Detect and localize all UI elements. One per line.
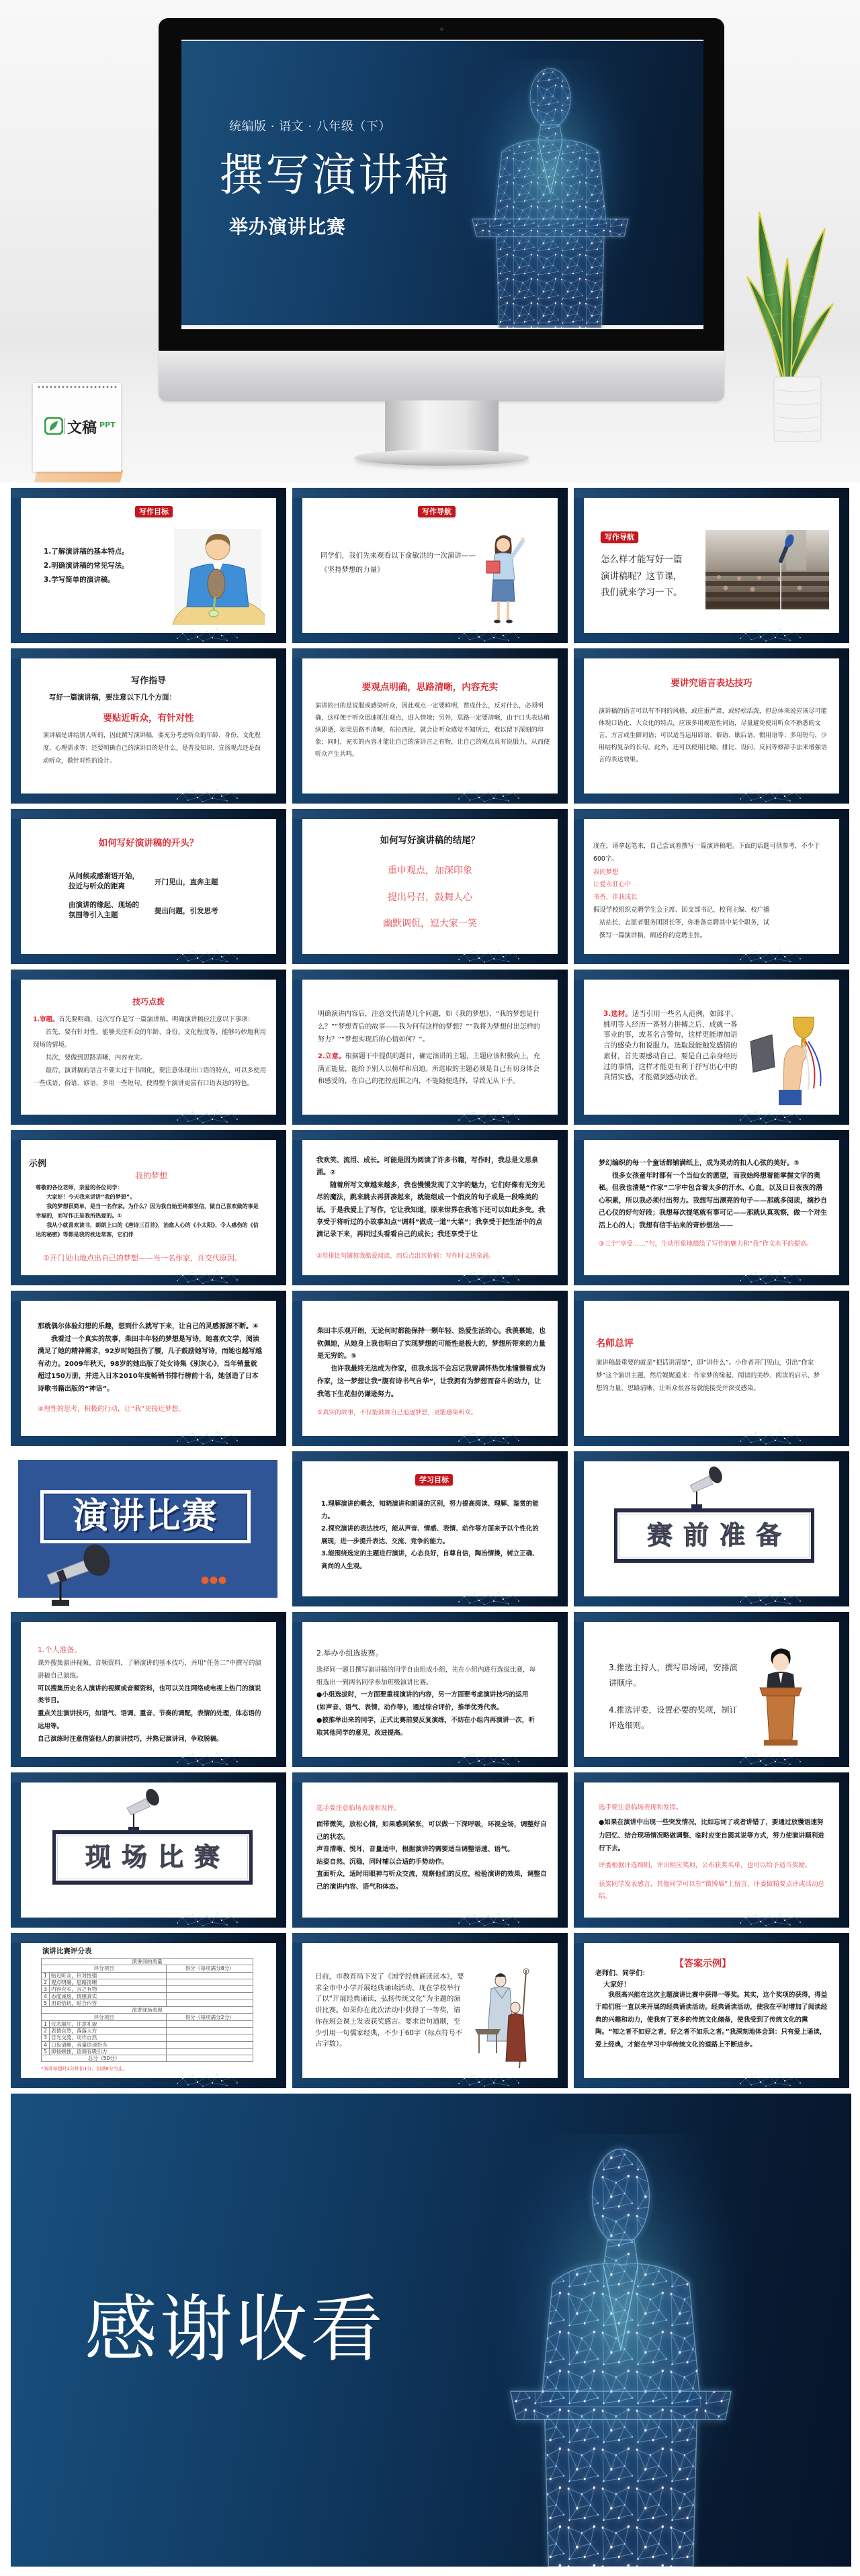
point-label: 3.选材。 [603,1010,632,1018]
table-row [42,1986,253,1993]
network-decor-icon [172,625,242,643]
section-tag: 写作导航 [601,531,638,543]
cover-title: 演讲比赛 [73,1496,218,1537]
table-row [42,1979,253,1985]
row-number: 5 [42,2000,50,2006]
table-row [42,2041,253,2048]
speech-line: 柴田丰乐观开朗，无论何时都能保持一颗年轻、热爱生活的心。我羡慕她，也钦佩她，从她身上我也明白了实现梦想的可能性是极大的，梦想所带来的力量是无穷的。⑤ [317,1328,546,1361]
body-text: 演讲稿的语言可以有不同的风格，或庄重严肃，或轻松活泼，但总体来说应该尽可能体现口语化、大众化的特点，应该多用规范性词语，尽量避免使用听众不熟悉的文言、方言或生僻词语；可以适当运用谚语、俗语、歇后语、惯用语等；多用短句，少用结构复杂的长句。此外，还可以使用比喻、排比、设问、反问等修辞手法来增强语言的表达效果。 [599,707,827,763]
slide-content [584,819,839,954]
question-text: 怎么样才能写好一篇演讲稿呢？这节课，我们就来学习一下。 [601,554,683,598]
hero-mockup [0,0,860,482]
row-number: 2 [42,1979,50,1985]
task-text: 假设学校组织竞聘学生会主席、团支部书记、校刊主编、校广播站站长、志愿者服务团团长等，你准备竞聘其中某个职务，试撰写一篇演讲稿，阐述你的竞聘主张。 [593,906,770,939]
point-text: 根据题干中提供的题目，确定演讲的主题，主题应该积极向上，充满正能量，能给予别人以榜样和启迪。所选取的主题必须是自己有切身体会和感受的，在自己的把控范围之内，不能随便选择，导致无从下手。 [318,1053,540,1085]
table-title: 演讲比赛评分表 [42,1947,92,1955]
annotation-note: ①开门见山地点出自己的梦想——当一名作家，并交代原因。 [43,1254,242,1262]
prep-line: 可以搜集历史名人演讲的视频或音频资料，也可以关注网络或电视上热门的演说类节目。 [38,1684,261,1705]
table-header-row [42,2014,253,2020]
slide-title: 写作指导 [130,676,166,686]
signboard-text: 赛前准备 [646,1520,792,1550]
ending-method: 重申观点，加深印象 [388,865,472,876]
table-section-row [42,2007,253,2014]
greeting: 老师们、同学们： [595,1970,649,1977]
annotation-note: ③三个“享受……”句，生动形象地描绘了写作的魅力和“我”作文水平的提高。 [599,1240,813,1248]
slide-ending-methods [292,809,568,964]
network-decor-icon [172,1749,242,1767]
slide-content [21,1140,276,1275]
network-decor-icon [454,625,523,643]
body-text: 明确演讲内容后，注意交代清楚几个问题，如《我的梦想》，“我的梦想是什么？”“梦想背后的故事——我为何有这样的梦想？”“我将为梦想付出怎样的努力？”“梦想实现后的心情如何？”。 [318,1011,540,1043]
row-number: 5 [42,2048,50,2055]
table-header: 得分（每项满分2分） [167,2014,253,2020]
opening-method: 由演讲的缘起、现场的氛围等引入主题 [69,901,139,919]
theme-paragraph [318,1051,544,1088]
slide-content [21,1943,276,2078]
red-heading: 名师总评 [596,1338,634,1349]
score-cell [167,2027,253,2034]
slide-content [21,658,276,793]
slide-tips-material [574,970,849,1125]
row-number: 2 [42,2027,50,2034]
table-row [42,1972,253,1979]
score-cell [167,2048,253,2055]
hero-edition: 统编版 · 语文 · 八年级（下） [229,120,391,134]
slide-content [584,1622,839,1757]
speech-line: 我从小就喜欢读书，朗朗上口的《唐诗三百首》，治愈人心的《小太阳》，令人感伤的《信达的秘密》等都是我的枕边常客，它们伴 [36,1221,259,1238]
network-decor-icon [735,1107,805,1125]
opening-method: 提出问题，引发思考 [155,907,218,915]
award-note: 评委根据评选细则，评出相应奖项，公布获奖名单，也可以给予适当奖励。 [599,1862,812,1869]
red-heading: 要贴近听众，有针对性 [103,713,194,724]
speech-line: 梦幻编织的每一个童话都铺满纸上，成为灵动的扣人心弦的美好。③ [599,1160,800,1167]
title-frame [40,1490,251,1543]
slide-clear-viewpoint [292,648,568,804]
section-tag: 写作导航 [418,506,456,517]
network-decor-icon [735,1909,805,1928]
selection-line: ●小组选拔时，一方面要重视演讲的内容，另一方面要考虑演讲技巧的运用(如声音、语气、表情、动作等)，通过综合评价，推举优秀代表。 [316,1691,529,1712]
body-text: 演讲的目的是说服或感染听众，因此观点一定要鲜明，赞成什么，反对什么，必须明确，这样便于听众迅速抓住观点，进入情境；另外，思路一定要清晰，由于口头表达稍纵即逝，如果思路不清晰，东拉西扯，就会让听众感觉不知所云，难以留下深刻的印象；同时，充实的内容才能让自己的演讲言之有物，让自己的观点具有说服力，从而使听众产生共鸣。 [315,702,550,758]
red-heading: 【答案示例】 [675,1959,731,1969]
confucius-illustration-icon [471,1967,540,2071]
criterion: 观点明确，思路清晰 [50,1979,167,1985]
slide-content [584,658,839,793]
prep-line: 课外搜集演讲视频、音频资料，了解演讲的基本技巧，并用“任务二”中撰写的演讲稿自己演练。 [38,1660,261,1680]
slide-writing-guidance [11,648,286,804]
body-text: 演讲稿是讲给别人听的，因此撰写演讲稿，要充分考虑听众的年龄、身份、文化程度、心理需求等；还要明确自己的演讲目的是什么，是普及知识、宣扬观点还是鼓动听众，做针对性的设计。 [43,732,261,765]
annotation-note: ②用排比句铺叙我酷爱阅读，而后点出其价值：写作时文思泉涌。 [316,1252,495,1260]
topic-item: 让爱永驻心中 [593,881,632,888]
slide-opening-methods [11,809,286,964]
slide-content [302,1140,558,1275]
slide-content [584,1461,839,1596]
opening-method: 从问候或感谢语开始，拉近与听众的距离 [69,872,139,890]
slide-pre-contest-prep [574,1451,849,1606]
slide-content [584,1140,839,1275]
table-row [42,1993,253,2000]
slide-content [302,658,558,793]
slide-heading: 如何写好演讲稿的结尾？ [380,835,480,846]
speech-line: 我的梦想很简单，是当一名作家。为什么？因为我自始至终都坚信，做自己喜欢做的事是幸福的，而写作正是我所热爱的。① [36,1203,259,1219]
slide-language-skills [574,648,849,804]
slide-content [302,1943,558,2078]
section-heading: 2.举办小组选拔赛。 [316,1649,383,1658]
point-text: 首先要明确，这次写作是写一篇演讲稿。明确演讲稿应注意以下事项： [58,1016,254,1023]
slide-classics-prompt [292,1933,568,2088]
goal-item: 3.学写简单的演讲稿。 [44,576,115,584]
slide-content [302,1622,558,1757]
slide-content [21,498,276,633]
criterion: 仪态端庄，注意礼貌 [50,2020,167,2027]
slide-example-continued-4 [292,1291,568,1446]
selection-line: ●被推举出来的同学，正式比赛前要反复演练，不妨在小组内再演讲一次，听取其他同学的意见，改进提高。 [316,1716,535,1737]
logo-text: 文稿 [67,420,97,437]
selection-line: 选择同一题目撰写演讲稿的同学自由组成小组，先在小组内进行选拔比赛，每组选出一到两名同学参加班级演讲比赛。 [316,1666,536,1686]
trophy-hand-illustration-icon [744,1015,831,1105]
cartoon-man-illustration-icon [171,527,265,625]
slide-content [21,819,276,954]
hero-subtitle: 举办演讲比赛 [229,216,347,238]
closing-slide [11,2094,851,2567]
network-decor-icon [454,1588,523,1606]
slide-writing-guide-question [574,488,849,643]
slide-host-and-judges [574,1612,849,1767]
slide-speech-contest-cover [11,1451,286,1606]
network-decor-icon [454,1909,523,1928]
dots-decoration-icon [200,1576,227,1585]
microphone-stand-icon [685,1464,725,1511]
network-decor-icon [172,1107,242,1125]
slide-content [584,498,839,633]
section-tag: 学习目标 [415,1474,453,1486]
criterion: 用语恰切，贴合内容 [50,2000,167,2006]
auditorium-microphone-photo-icon [705,530,829,609]
slide-content [21,1783,276,1918]
signboard [52,1830,253,1885]
slide-content [584,1943,839,2078]
slide-content [21,1622,276,1757]
prep-line: 重点关注演讲技巧，如语气、语调、重音、节奏的调配，表情的处理，体态语的运用等。 [38,1710,261,1730]
red-heading: 要观点明确，思路清晰，内容充实 [361,682,499,693]
hero-title: 撰写演讲稿 [219,149,451,201]
section-heading: 示例 [29,1159,47,1169]
table-section-name: 演讲现场表现 [42,2007,253,2014]
row-number: 1 [42,1972,50,1979]
teacher-illustration-icon [482,531,531,626]
slide-content [584,1783,839,1918]
goal-item: 1.理解演讲的概念，知晓演讲和朗诵的区别，努力提高阅读、理解、鉴赏的能力。 [321,1500,539,1520]
topic-item: 我的梦想 [593,869,619,876]
speech-line: 也许我最终无法成为作家，但我永远不会忘记我曾满怀热忱地憧憬着成为作家，这一梦想让我“腹有诗书气自华”，让我拥有为梦想而奋斗的动力，让我笔下生花但仍谦逊努力。 [317,1365,546,1398]
network-decor-icon [735,625,805,643]
score-cell [167,1972,253,1979]
slide-personal-prep [11,1612,286,1767]
score-cell [167,2020,253,2027]
table-total-row [42,2055,253,2062]
performance-tip: 面带微笑，放松心情，如果感到紧张，可以做一下深呼吸，环视全场，调整好自己的状态。 [316,1821,547,1841]
network-decor-icon [172,785,242,804]
network-decor-icon [735,946,805,964]
red-heading: 要讲究语言表达技巧 [671,678,752,689]
network-decor-icon [172,1267,242,1285]
speech-title: 我的梦想 [135,1171,168,1180]
table-row [42,2027,253,2034]
speech-line: 那就偶尔体验幻想的乐趣，想到什么就写下来，让自己的灵感源源不断。④ [38,1323,259,1330]
row-number: 3 [42,2034,50,2041]
slide-content [21,980,276,1115]
signboard [614,1508,814,1563]
slide-performance-tips [292,1772,568,1928]
webcam-icon [440,28,443,31]
goal-item: 2.明确演讲稿的常见写法。 [44,562,129,570]
annotation-note: ⑤真实的故事，不仅能鼓舞自己追逐梦想，更能感染听众。 [317,1409,477,1416]
monitor-stand [385,400,499,454]
podium-speaker-illustration-icon [753,1646,808,1747]
score-cell [167,1986,253,1993]
row-number: 1 [42,2020,50,2027]
slide-tips-theme [292,970,568,1125]
total-label: 总分（50分） [42,2055,167,2062]
network-decor-icon [172,2070,242,2088]
tip-paragraph: 其次，要做到思路清晰，内容充实。 [45,1054,146,1062]
network-decor-icon [735,785,805,804]
row-number: 3 [42,1986,50,1993]
answer-body: 我很高兴能在这次主题演讲比赛中获得一等奖。其实，这个奖项的获得，得益于咱们班一直以来开展的经典诵读活动。经典诵读活动，使我在平时增加了阅读经典的兴趣和动力，使我有了更多的传统文化储备，使我受到了传统文化的熏陶。“知之者不如好之者，好之者不如乐之者。”我深刻地体会到：只有爱上诵读，爱上经典，才能在学习中华传统文化的道路上不断进步。 [595,1991,828,2049]
network-decor-icon [735,1588,805,1606]
hello: 大家好！ [603,1981,630,1989]
slide-content [302,498,558,633]
network-decor-icon [735,1267,805,1285]
intro-text: 写好一篇演讲稿，要注意以下几个方面： [49,693,176,701]
monitor-chin [159,351,724,401]
network-decor-icon [735,1749,805,1767]
emergency-tip: ●如果在演讲中出现一些突发情况，比如忘词了或者讲错了，要通过放慢语速努力回忆、结合现场情况略做调整、临时应变自圆其说等方式，努力使演讲顺利进行下去。 [599,1819,824,1852]
network-decor-icon [454,1428,523,1446]
network-speaker-figure-icon [462,59,638,328]
slide-teacher-review [574,1291,849,1446]
network-decor-icon [454,785,523,804]
speech-line: 我看过一个真实的故事，柴田丰年轻的梦想是写诗，她喜欢文学，阅读满足了她的精神需求，92岁时她扭伤了腰，儿子鼓励她写诗，而她也越写越有动力。2009年秋天，98岁的她出版了处女诗集《别灰心》，当年销量就超过150万册，并进入日本2010年度畅销书排行榜前十名，她创造了日本诗歌书籍出版的“神话”。 [38,1335,262,1393]
table-header-row [42,1965,253,1972]
performance-tip: 声音清晰、悦耳，音量适中，根据演讲的需要适当调整语速、语气。 [316,1846,514,1854]
score-table [41,1958,253,2062]
opening-method: 开门见山，直奔主题 [155,878,218,886]
slide-content [302,1783,558,1918]
slide-example-my-dream [11,1130,286,1285]
slide-example-continued-3 [11,1291,286,1446]
point-label: 2.立意。 [318,1053,345,1060]
goal-item: 3.能围绕选定的主题进行演讲，心态良好，自尊自信，陶冶情操，树立正确、高尚的人生观。 [321,1550,539,1570]
award-note: 获奖同学发表感言，其他同学可以在“微博墙”上留言，评委做精要点评或活动总结。 [599,1881,825,1900]
table-row [42,2048,253,2055]
ending-method: 提出号召，鼓舞人心 [388,892,472,903]
material-paragraph [603,1009,739,1083]
slide-content [584,1301,839,1436]
slide-group-selection [292,1612,568,1767]
criterion: 口齿清晰，音量语速恰当 [50,2041,167,2048]
microphone-stand-icon [122,1787,162,1834]
slide-content [302,1461,558,1596]
network-decor-icon [735,1428,805,1446]
closing-title: 感谢收看 [85,2288,386,2372]
slide-writing-guide-video [292,488,568,643]
speech-line: 很多女孩童年时都有一个当仙女的愿望，而我始终想着能掌握文字的奥秘。但我也清楚“作家”二字中包含着太多的汗水、心血，以及日日夜夜的潜心积累，所以我必须付出努力。我想写出漂亮的句子——那就多阅读，摘抄自己心仪的好句好段；我想每次提笔就有事可记——那就认真观察，做一个对生活上心的人；我想有信手拈来的奇妙想法—— [599,1172,827,1230]
red-heading: 选手要注意临场表现和发挥。 [316,1805,400,1812]
performance-tip: 直面听众，适时用眼神与听众交流，观察他们的反应，检验演讲的效果，调整自己的演讲内容、语气和体态。 [316,1871,547,1891]
criterion: 表情自然，落落大方 [50,2027,167,2034]
calendar-stand [34,470,123,482]
score-cell [167,2041,253,2048]
calendar-rings [37,385,117,389]
prep-line: 自己演练时注意借鉴他人的演讲技巧，并熟记演讲词，争取脱稿。 [38,1735,223,1743]
topic-item: 书香，伴我成长 [593,894,638,901]
score-cell [167,2000,253,2006]
red-heading: 1.个人准备。 [38,1645,82,1654]
slide-content [302,1301,558,1436]
slide-answer-example [574,1933,849,2088]
network-decor-icon [735,2070,805,2088]
potted-plant-icon [739,202,840,443]
table-header: 评分项目 [42,1965,167,1972]
monitor-base [355,449,529,466]
speech-line: 尊敬的各位老师，亲爱的各位同学： [36,1184,123,1191]
network-decor-icon [454,1749,523,1767]
red-heading: 选手要注意临场表现和发挥。 [599,1804,683,1811]
slide-content [302,819,558,954]
score-cell [167,2034,253,2041]
table-note: *演讲每超时1分钟扣1分，扣满8分为止。 [41,2066,128,2071]
slide-content [21,1301,276,1436]
logo-accent: PPT [99,421,116,429]
slide-example-continued-2 [574,1130,849,1285]
network-decor-icon [172,946,242,964]
table-header: 评分项目 [42,2014,167,2020]
red-heading: 技巧点拨 [132,997,165,1006]
score-cell [167,1993,253,2000]
network-decor-icon [454,946,523,964]
score-cell [167,1979,253,1985]
network-decor-icon [454,2070,523,2088]
table-row [42,2000,253,2006]
table-row [42,2020,253,2027]
speech-line: 大家好！今天我来讲讲“我的梦想”。 [46,1193,136,1200]
goal-item: 2.探究演讲的表达技巧，能从声音、情感、表情、动作等方面来予以个性化的展现，进一步提升表达、交流、竞争的能力。 [321,1525,539,1545]
section-tag: 写作目标 [135,506,173,517]
signboard-text: 现场比赛 [85,1842,230,1872]
performance-tip: 站姿自然、沉稳，同时辅以合适的手势动作。 [316,1858,448,1866]
tip-paragraph: 首先，要有针对性，能够关注听众的年龄、身份、文化程度等，能够巧妙地利用现场的情境。 [33,1029,266,1049]
criterion: 抑扬顿挫，语调有吸引力 [50,2048,167,2055]
network-decor-icon [454,1107,523,1125]
slide-content [302,980,558,1115]
goal-item: 1.了解演讲稿的基本特点。 [44,548,129,556]
network-speaker-figure-icon [497,2134,744,2567]
leaf-logo-icon [44,417,63,435]
network-decor-icon [172,1909,242,1928]
slide-scoring-table [11,1933,286,2088]
criterion: 目光交流，动作自然 [50,2034,167,2041]
slide-live-contest [11,1772,286,1928]
slide-example-continued-1 [292,1130,568,1285]
annotation-note: ④理性的思考，积极的行动，让“我”更接近梦想。 [38,1406,185,1413]
prep-step: 4.推选评委，设置必要的奖项，制订评选细则。 [609,1705,738,1730]
slide-content [584,980,839,1115]
slide-learning-goals [292,1451,568,1606]
intro-text: 同学们，我们先来观看以下俞敏洪的一次演讲——《坚持梦想的力量》 [320,552,476,574]
point-label: 1.审题。 [33,1016,59,1023]
point-text: 适当引用一些名人范例，如郎平、姚明等人经历一番努力拼搏之后，成就一番事业的事，或者名言警句，这样更能增加语言的感染力和说服力。选取最能触发感情的素材，首先要感动自己，要是自己亲身经历过的事情，这样才能更有利于抒写出心中的真情实感，才能做到感动读者。 [603,1010,738,1082]
prompt-text: 日前，市教育局下发了《国学经典诵读读本》，要求全市中小学开展经典诵读活动。现在学校举行了以“开展经典诵读，弘扬传统文化”为主题的演讲比赛。如果你在此次活动中获得了一等奖，请你在班会课上发表获奖感言。要求语句通顺，至少引用一句儒家经典，不少于60字（标点符号不占字数）。 [315,1973,464,2049]
table-header: 得分（每项满分8分） [167,1965,253,1972]
prep-step: 3.推选主持人，撰写串场词，安排演讲顺序。 [609,1663,738,1688]
red-heading: 如何写好演讲稿的开头？ [98,838,199,849]
network-decor-icon [454,1267,523,1285]
body-text: 演讲稿最重要的就是“把话讲清楚”，即“讲什么”。小作者开门见山，引出“作家梦”这个演讲主题，然后娓娓道来：作家梦的缘起、阅读的美妙、阅读的启示、梦想的力量，思路清晰，让听众很容易就能接受并深受感染。 [596,1359,820,1392]
speech-line: 我欢笑、流泪、成长。可能是因为阅读了许多书籍，写作时，我总是文思泉涌。② [316,1157,538,1177]
criterion: 贴近听众，针对性强 [50,1972,167,1979]
ending-method: 幽默调侃，逗大家一笑 [383,918,477,929]
criterion: 内容充实，言之有物 [50,1986,167,1993]
speech-line: 随着所写文章越来越多，我也慢慢发现了文字的魅力，它们好像有无穷无尽的魔法，跳来跳去再拼凑起来，就能组成一个俏皮的句子或是一段唯美的话。于是我爱上了写作，它让我知道，原来世界在我笔下还可以如此多变。我享受于将听过的小故事加点“调料”做成一道“大菜”；我享受于把生活中的点滴记录下来，再回过头看看自己的成长；我还享受于让 [316,1181,545,1239]
table-section-name: 演讲词的质量 [42,1959,253,1965]
criterion: 态度诚恳，情感真实 [50,1993,167,2000]
table-section-row [42,1959,253,1965]
table-row [42,2034,253,2041]
slide-writing-goals [11,488,286,643]
microphone-icon [38,1540,118,1607]
slide-tips-topic [11,970,286,1125]
task-intro: 现在，请拿起笔来，自己尝试着撰写一篇演讲稿吧。下面的话题可供参考，不少于600字。 [593,843,820,863]
row-number: 4 [42,1993,50,2000]
row-number: 4 [42,2041,50,2048]
network-decor-icon [172,1428,242,1446]
slide-writing-task [574,809,849,964]
logo-divider [64,418,65,434]
score-cell [167,2055,253,2062]
tip-paragraph: 最后，演讲稿的语言不要太过于书面化，要注意体现出口语的特点，可以多使用一些成语、俗语、谚语，多用一些短句，使得整个演讲更富有口语表达的特色。 [33,1067,266,1087]
slide-emergency-and-awards [574,1772,849,1928]
